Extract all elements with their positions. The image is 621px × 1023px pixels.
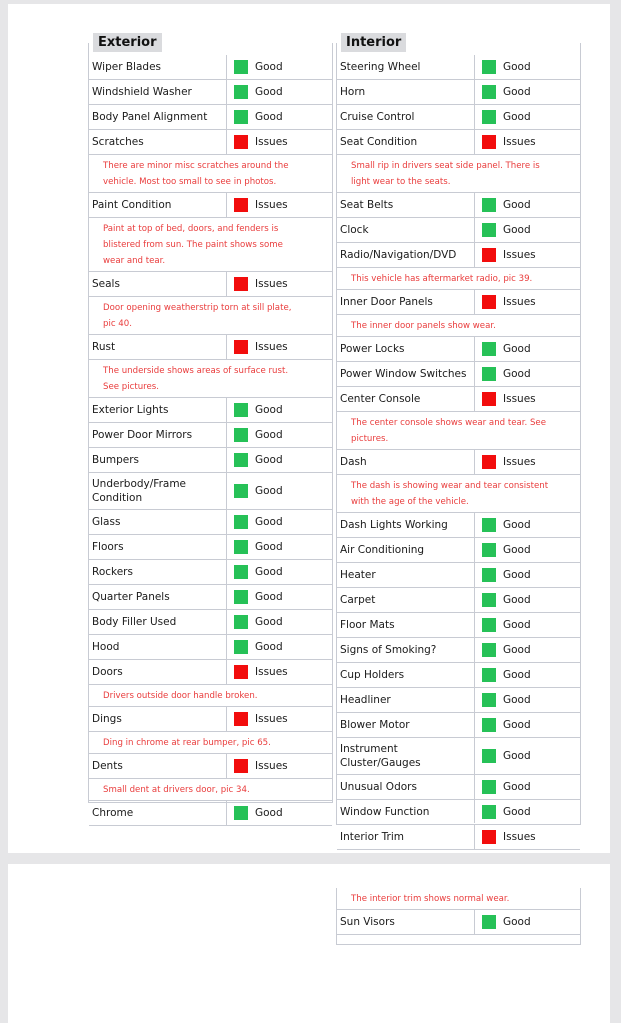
status-text: Good — [503, 111, 531, 123]
item-label: Power Locks — [340, 343, 405, 355]
exterior-row-power-door-mirrors — [89, 423, 332, 448]
status-text: Issues — [503, 136, 536, 148]
exterior-note-rust: The underside shows areas of surface rust. See pictures. — [89, 360, 332, 398]
item-label: Wiper Blades — [92, 61, 161, 73]
status-good-indicator — [234, 484, 248, 498]
status-issues-indicator — [482, 455, 496, 469]
exterior-row-rockers — [89, 560, 332, 585]
status-text: Issues — [503, 831, 536, 843]
interior-table — [337, 55, 580, 850]
item-label: Seat Condition — [340, 136, 418, 148]
item-label: Exterior Lights — [92, 404, 169, 416]
interior-continued-table — [337, 888, 580, 935]
item-label: Dings — [92, 713, 122, 725]
item-label: Seat Belts — [340, 199, 394, 211]
status-issues-indicator — [482, 135, 496, 149]
status-text: Good — [255, 616, 283, 628]
status-text: Good — [503, 619, 531, 631]
status-text: Good — [503, 781, 531, 793]
item-label: Dash — [340, 456, 367, 468]
status-good-indicator — [482, 198, 496, 212]
item-label: Dash Lights Working — [340, 519, 448, 531]
item-label: Interior Trim — [340, 831, 404, 843]
status-text: Good — [503, 343, 531, 355]
status-text: Good — [255, 61, 283, 73]
status-text: Good — [255, 541, 283, 553]
exterior-row-scratches — [89, 130, 332, 155]
status-good-indicator — [482, 668, 496, 682]
item-label: Bumpers — [92, 454, 139, 466]
status-good-indicator — [482, 718, 496, 732]
status-issues-indicator — [234, 198, 248, 212]
interior-row-air-conditioning — [337, 538, 580, 563]
status-text: Good — [503, 719, 531, 731]
status-good-indicator — [234, 85, 248, 99]
status-text: Good — [255, 404, 283, 416]
status-good-indicator — [234, 428, 248, 442]
status-good-indicator — [482, 60, 496, 74]
interior-row-power-window-switches — [337, 362, 580, 387]
status-good-indicator — [482, 643, 496, 657]
status-text: Issues — [503, 393, 536, 405]
interior-continued-row-sun-visors — [337, 910, 580, 935]
status-text: Good — [255, 516, 283, 528]
exterior-row-doors — [89, 660, 332, 685]
status-good-indicator — [482, 693, 496, 707]
exterior-row-dings — [89, 707, 332, 732]
interior-row-steering-wheel — [337, 55, 580, 80]
item-label: Windshield Washer — [92, 86, 192, 98]
exterior-row-quarter-panels — [89, 585, 332, 610]
interior-row-interior-trim — [337, 825, 580, 850]
status-good-indicator — [482, 85, 496, 99]
status-text: Good — [503, 199, 531, 211]
item-label: Rust — [92, 341, 116, 353]
item-label: Dents — [92, 760, 123, 772]
report-page-2 — [8, 864, 610, 1023]
status-good-indicator — [482, 593, 496, 607]
status-text: Good — [255, 111, 283, 123]
exterior-note-seals: Door opening weatherstrip torn at sill plate, pic 40. — [89, 297, 332, 335]
exterior-row-seals — [89, 272, 332, 297]
status-good-indicator — [234, 565, 248, 579]
interior-row-power-locks — [337, 337, 580, 362]
interior-note-inner-door-panels: The inner door panels show wear. — [337, 315, 580, 337]
item-label: Power Door Mirrors — [92, 429, 193, 441]
item-label: Sun Visors — [340, 916, 395, 928]
status-text: Good — [503, 806, 531, 818]
status-good-indicator — [482, 915, 496, 929]
status-good-indicator — [482, 749, 496, 763]
status-issues-indicator — [482, 830, 496, 844]
status-text: Issues — [255, 199, 288, 211]
interior-note-dash: The dash is showing wear and tear consistent with the age of the vehicle. — [337, 475, 580, 513]
interior-row-cup-holders — [337, 663, 580, 688]
interior-row-center-console — [337, 387, 580, 412]
item-label: Chrome — [92, 807, 134, 819]
exterior-note-dents: Small dent at drivers door, pic 34. — [89, 779, 332, 801]
item-label: Steering Wheel — [340, 61, 421, 73]
status-issues-indicator — [234, 712, 248, 726]
status-issues-indicator — [482, 295, 496, 309]
exterior-row-underbody-frame-condition — [89, 473, 332, 510]
interior-row-dash — [337, 450, 580, 475]
item-label: Doors — [92, 666, 123, 678]
status-text: Issues — [503, 296, 536, 308]
interior-row-signs-of-smoking — [337, 638, 580, 663]
interior-note-center-console: The center console shows wear and tear. See pictures. — [337, 412, 580, 450]
status-good-indicator — [482, 342, 496, 356]
exterior-row-exterior-lights — [89, 398, 332, 423]
status-good-indicator — [482, 518, 496, 532]
interior-row-headliner — [337, 688, 580, 713]
exterior-note-scratches: There are minor misc scratches around the vehicle. Most too small to see in photos. — [89, 155, 332, 193]
interior-row-carpet — [337, 588, 580, 613]
interior-note-seat-condition: Small rip in drivers seat side panel. There is light wear to the seats. — [337, 155, 580, 193]
status-text: Good — [255, 641, 283, 653]
status-good-indicator — [234, 540, 248, 554]
status-text: Issues — [255, 666, 288, 678]
status-good-indicator — [234, 60, 248, 74]
status-good-indicator — [234, 590, 248, 604]
item-label: Headliner — [340, 694, 391, 706]
exterior-row-windshield-washer — [89, 80, 332, 105]
interior-note-radio-navigation-dvd: This vehicle has aftermarket radio, pic 39. — [337, 268, 580, 290]
status-good-indicator — [234, 515, 248, 529]
status-good-indicator — [482, 805, 496, 819]
exterior-row-rust — [89, 335, 332, 360]
status-good-indicator — [234, 806, 248, 820]
item-label: Power Window Switches — [340, 368, 467, 380]
status-text: Good — [503, 694, 531, 706]
exterior-note-doors: Drivers outside door handle broken. — [89, 685, 332, 707]
item-label: Heater — [340, 569, 376, 581]
item-label: Glass — [92, 516, 121, 528]
status-issues-indicator — [234, 759, 248, 773]
exterior-row-dents — [89, 754, 332, 779]
item-label: Body Filler Used — [92, 616, 177, 628]
interior-title: Interior — [341, 33, 406, 52]
status-good-indicator — [482, 618, 496, 632]
item-label: Cruise Control — [340, 111, 415, 123]
item-label: Body Panel Alignment — [92, 111, 208, 123]
exterior-row-hood — [89, 635, 332, 660]
item-label: Scratches — [92, 136, 144, 148]
item-label: Floors — [92, 541, 124, 553]
status-text: Issues — [255, 713, 288, 725]
status-text: Issues — [255, 136, 288, 148]
status-text: Good — [503, 61, 531, 73]
status-text: Good — [503, 916, 531, 928]
status-issues-indicator — [234, 665, 248, 679]
interior-row-unusual-odors — [337, 775, 580, 800]
interior-row-inner-door-panels — [337, 290, 580, 315]
item-label: Carpet — [340, 594, 376, 606]
status-good-indicator — [234, 453, 248, 467]
status-text: Good — [503, 544, 531, 556]
status-good-indicator — [482, 110, 496, 124]
item-label: Paint Condition — [92, 199, 172, 211]
status-issues-indicator — [234, 277, 248, 291]
item-label: Blower Motor — [340, 719, 410, 731]
status-good-indicator — [234, 110, 248, 124]
status-text: Good — [503, 368, 531, 380]
interior-row-radio-navigation-dvd — [337, 243, 580, 268]
exterior-note-paint-condition: Paint at top of bed, doors, and fenders is blistered from sun. The paint shows some wear and tear. — [89, 218, 332, 272]
exterior-row-floors — [89, 535, 332, 560]
exterior-section — [88, 35, 333, 819]
status-issues-indicator — [482, 248, 496, 262]
item-label: Horn — [340, 86, 366, 98]
exterior-row-chrome — [89, 801, 332, 826]
status-good-indicator — [482, 223, 496, 237]
item-label: Quarter Panels — [92, 591, 170, 603]
status-text: Good — [255, 429, 283, 441]
status-text: Good — [503, 669, 531, 681]
status-issues-indicator — [234, 135, 248, 149]
status-text: Good — [255, 807, 283, 819]
item-label: Seals — [92, 278, 120, 290]
exterior-title: Exterior — [93, 33, 162, 52]
interior-row-blower-motor — [337, 713, 580, 738]
status-issues-indicator — [234, 340, 248, 354]
interior-continued-section — [336, 888, 581, 945]
status-text: Issues — [255, 760, 288, 772]
status-good-indicator — [234, 615, 248, 629]
status-text: Good — [503, 750, 531, 762]
status-text: Good — [255, 566, 283, 578]
status-text: Issues — [255, 341, 288, 353]
interior-row-instrument-cluster-gauges — [337, 738, 580, 775]
interior-row-seat-condition — [337, 130, 580, 155]
status-text: Issues — [503, 456, 536, 468]
interior-row-clock — [337, 218, 580, 243]
item-label: Unusual Odors — [340, 781, 417, 793]
item-label: Center Console — [340, 393, 421, 405]
status-good-indicator — [482, 367, 496, 381]
status-text: Good — [503, 569, 531, 581]
item-label: Inner Door Panels — [340, 296, 433, 308]
status-text: Good — [255, 591, 283, 603]
exterior-row-bumpers — [89, 448, 332, 473]
status-text: Good — [503, 224, 531, 236]
item-label: Hood — [92, 641, 120, 653]
status-good-indicator — [234, 403, 248, 417]
item-label: Rockers — [92, 566, 133, 578]
status-good-indicator — [234, 640, 248, 654]
status-good-indicator — [482, 543, 496, 557]
status-text: Issues — [255, 278, 288, 290]
interior-section — [336, 35, 581, 843]
item-label: Instrument Cluster/Gauges — [340, 743, 421, 769]
interior-row-heater — [337, 563, 580, 588]
interior-row-seat-belts — [337, 193, 580, 218]
report-page-1 — [8, 4, 610, 853]
status-text: Good — [503, 519, 531, 531]
interior-row-floor-mats — [337, 613, 580, 638]
status-text: Good — [255, 86, 283, 98]
item-label: Signs of Smoking? — [340, 644, 437, 656]
exterior-row-body-filler-used — [89, 610, 332, 635]
status-text: Good — [255, 454, 283, 466]
interior-row-horn — [337, 80, 580, 105]
interior-row-window-function — [337, 800, 580, 825]
exterior-row-wiper-blades — [89, 55, 332, 80]
interior-continued-note: The interior trim shows normal wear. — [337, 888, 580, 910]
status-text: Good — [503, 594, 531, 606]
item-label: Floor Mats — [340, 619, 395, 631]
interior-row-dash-lights-working — [337, 513, 580, 538]
status-issues-indicator — [482, 392, 496, 406]
status-good-indicator — [482, 780, 496, 794]
status-good-indicator — [482, 568, 496, 582]
item-label: Clock — [340, 224, 369, 236]
item-label: Air Conditioning — [340, 544, 425, 556]
item-label: Cup Holders — [340, 669, 405, 681]
item-label: Radio/Navigation/DVD — [340, 249, 457, 261]
exterior-row-glass — [89, 510, 332, 535]
interior-row-cruise-control — [337, 105, 580, 130]
exterior-row-body-panel-alignment — [89, 105, 332, 130]
exterior-row-paint-condition — [89, 193, 332, 218]
item-label: Underbody/Frame Condition — [92, 478, 187, 504]
status-text: Good — [503, 644, 531, 656]
status-text: Issues — [503, 249, 536, 261]
status-text: Good — [503, 86, 531, 98]
exterior-note-dings: Ding in chrome at rear bumper, pic 65. — [89, 732, 332, 754]
status-text: Good — [255, 485, 283, 497]
exterior-table — [89, 55, 332, 826]
item-label: Window Function — [340, 806, 430, 818]
